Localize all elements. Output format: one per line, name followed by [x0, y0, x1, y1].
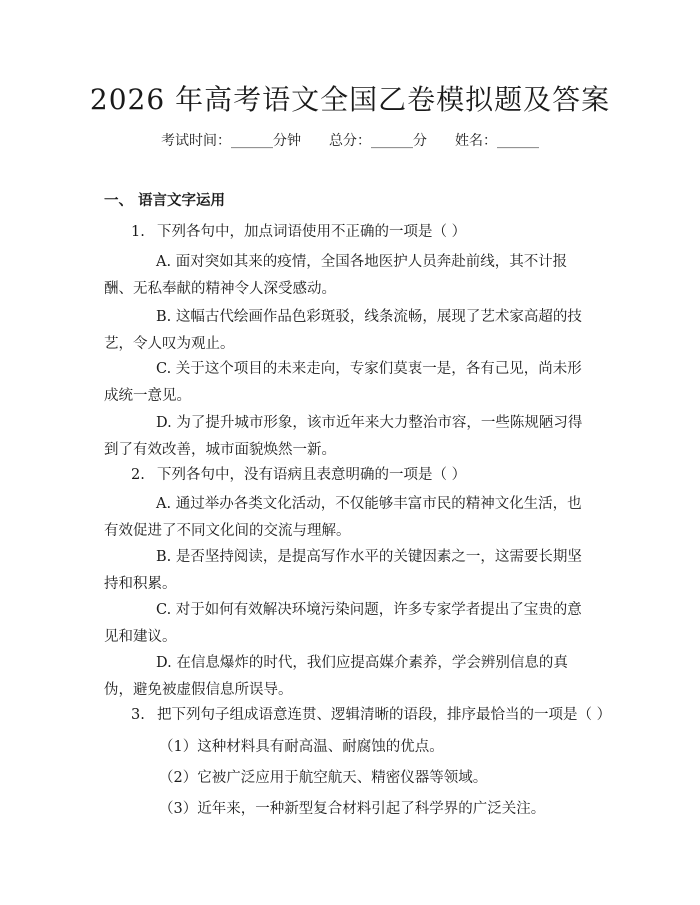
student-name-label: 姓名：______ — [455, 133, 539, 149]
question-text: 下列各句中，加点词语使用不正确的一项是（ ） — [157, 224, 467, 240]
question-number: 3. — [131, 707, 145, 723]
section-title: 语言文字运用 — [138, 192, 225, 209]
question-3-sentence-2: （2）它被广泛应用于航空航天、精密仪器等领域。 — [159, 770, 488, 786]
question-1-option-c: C. 关于这个项目的未来走向，专家们莫衷一是，各有己见，尚未形成统一意见。 — [104, 361, 582, 404]
question-2-option-a: A. 通过举办各类文化活动，不仅能够丰富市民的精神文化生活，也有效促进了不同文化间的交流与理解。 — [104, 496, 582, 539]
question-number: 2. — [131, 467, 145, 483]
section-heading — [104, 191, 225, 211]
exam-meta — [0, 131, 700, 151]
total-score-label: 总分：______分 — [329, 133, 427, 149]
question-3-sentence-1: （1）这种材料具有耐高温、耐腐蚀的优点。 — [159, 739, 444, 755]
page-title: 2026 年高考语文全国乙卷模拟题及答案 — [89, 83, 611, 116]
exam-time-label: 考试时间：______分钟 — [161, 133, 301, 149]
question-2-stem — [131, 465, 466, 485]
question-2-option-b: B. 是否坚持阅读，是提高写作水平的关键因素之一，这需要长期坚持和积累。 — [104, 549, 582, 592]
question-text: 下列各句中，没有语病且表意明确的一项是（ ） — [157, 467, 467, 483]
question-1-option-a: A. 面对突如其来的疫情，全国各地医护人员奔赴前线，其不计报酬、无私奉献的精神令人深受感动。 — [104, 254, 568, 297]
question-number: 1. — [131, 224, 145, 240]
question-3-stem — [131, 705, 611, 725]
question-1-stem — [131, 222, 466, 242]
question-text: 把下列句子组成语意连贯、逻辑清晰的语段，排序最恰当的一项是（ ） — [157, 707, 612, 723]
question-2-option-c: C. 对于如何有效解决环境污染问题，许多专家学者提出了宝贵的意见和建议。 — [104, 602, 582, 645]
question-1-option-d: D. 为了提升城市形象，该市近年来大力整治市容，一些陈规陋习得到了有效改善，城市面貌焕然一新。 — [104, 415, 583, 458]
question-2-option-d: D. 在信息爆炸的时代，我们应提高媒介素养，学会辨别信息的真伪，避免被虚假信息所误导。 — [104, 655, 568, 698]
section-number: 一、 — [104, 192, 133, 209]
question-1-option-b: B. 这幅古代绘画作品色彩斑驳，线条流畅，展现了艺术家高超的技艺，令人叹为观止。 — [104, 309, 582, 352]
question-3-sentence-3: （3）近年来，一种新型复合材料引起了科学界的广泛关注。 — [159, 801, 546, 817]
